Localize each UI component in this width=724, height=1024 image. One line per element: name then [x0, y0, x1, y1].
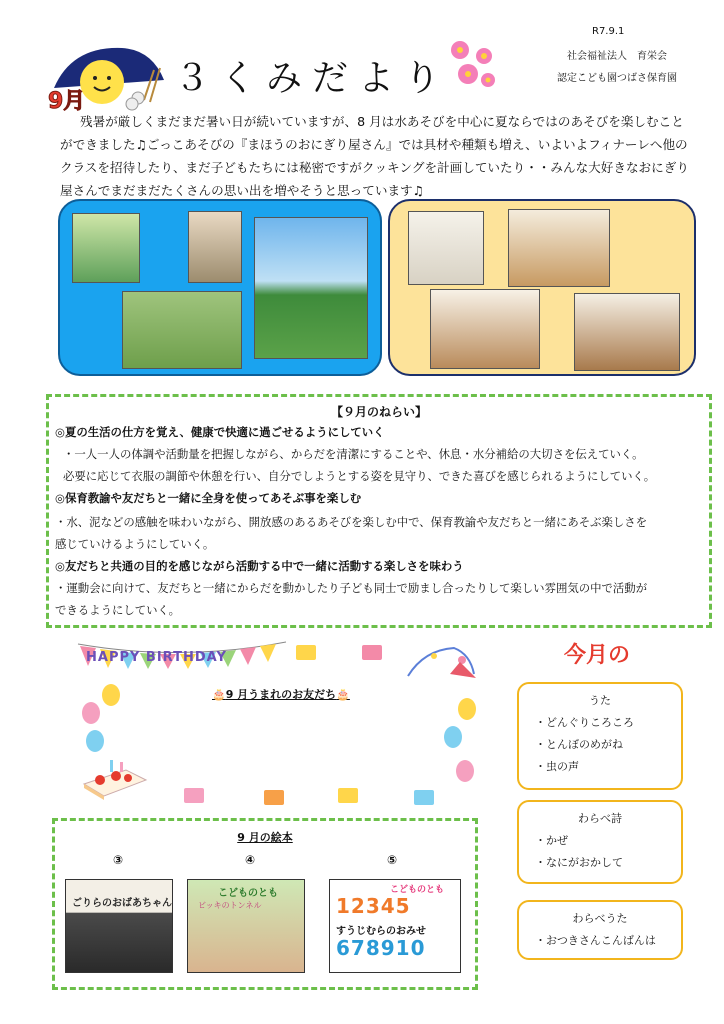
- balloon-icon: [458, 698, 476, 720]
- birthday-banner: [86, 650, 227, 665]
- photo-panel-water-play: [58, 199, 382, 376]
- song-item: ・とんぼのめがね: [535, 738, 623, 751]
- book-title: こどものとも: [218, 888, 278, 899]
- book-digits-bottom: 678910: [336, 936, 426, 960]
- songs-box: [517, 682, 683, 790]
- organization: [552, 46, 682, 90]
- this-month-heading: 今月の: [564, 643, 631, 668]
- balloon-icon: [456, 760, 474, 782]
- book-subtitle: ビッキのトンネル: [198, 901, 262, 910]
- aim-line: 感じていけるようにしていく。: [55, 537, 215, 551]
- monthly-aims-box: [46, 394, 712, 628]
- book-title: ごりらのおばあちゃん: [72, 898, 172, 909]
- gift-icon: [184, 788, 204, 803]
- aim-line: ・運動会に向けて、友だちと一緒にからだを動かしたり子ども同士で励まし合ったりして楽しい雰囲気の中で活動が: [55, 581, 648, 595]
- gift-icon: [296, 645, 316, 660]
- warabe-song-title: わらべうた: [572, 912, 628, 925]
- gift-icon: [362, 645, 382, 660]
- gift-icon: [414, 790, 434, 805]
- songs-title: うた: [589, 694, 611, 707]
- birthday-label-text: 9 月うまれのお友だち: [225, 688, 337, 701]
- aim-heading-1: ◎夏の生活の仕方を覚え、健康で快適に過ごせるようにしていく: [55, 425, 385, 439]
- aim-heading-2: ◎保育教諭や友だちと一緒に全身を使ってあそぶ事を楽しむ: [55, 491, 362, 505]
- warabe-poem-title: わらべ詩: [578, 812, 622, 825]
- org-line-2: 認定こども園つばさ保育園: [557, 73, 677, 84]
- picture-books-title: 9 月の絵本: [237, 831, 293, 844]
- book-cover-kodomo-no-tomo: [187, 879, 305, 973]
- month-badge: 9月: [48, 89, 86, 114]
- book-number: ④: [245, 853, 256, 867]
- page-title: ３くみだより: [174, 58, 451, 99]
- book-number: ③: [113, 853, 124, 867]
- gift-icon: [338, 788, 358, 803]
- aim-line: ・一人一人の体調や活動量を把握しながら、からだを清潔にすることや、休息・水分補給の大切さを伝えていく。: [63, 447, 644, 461]
- cosmos-flower-icon: [440, 34, 502, 96]
- photo-kids-eating: [430, 289, 540, 369]
- book-series: こどものとも: [390, 885, 445, 895]
- aim-line: 必要に応じて衣服の調節や休憩を行い、自分でしようとする姿を見守り、できた喜びを感じられるようにしていく。: [63, 469, 656, 483]
- photo-child-waving: [188, 211, 242, 283]
- picture-books-box: [52, 818, 478, 990]
- book-digits-top: 12345: [336, 894, 411, 918]
- warabe-song-box: [517, 900, 683, 960]
- gift-icon: [264, 790, 284, 805]
- balloon-icon: [86, 730, 104, 752]
- photo-onigiri-menu: [408, 211, 484, 285]
- aim-heading-3: ◎友だちと共通の目的を感じながら活動する中で一緒に活動する楽しさを味わう: [55, 559, 464, 573]
- poem-item: ・なにがおかして: [535, 856, 623, 869]
- balloon-icon: [82, 702, 100, 724]
- aim-line: ・水、泥などの感触を味わいながら、開放感のあるあそびを楽しむ中で、保育教諭や友だちと一緒にあそぶ楽しさを: [55, 515, 648, 529]
- song-item: ・虫の声: [535, 760, 579, 773]
- book-title: すうじむらのおみせ: [336, 926, 426, 937]
- balloon-icon: [444, 726, 462, 748]
- warabe-poem-box: [517, 800, 683, 884]
- photo-park-sky: [254, 217, 368, 359]
- book-number: ⑤: [387, 853, 398, 867]
- issue-date: R7.9.1: [592, 26, 625, 37]
- intro-text: 残暑が厳しくまだまだ暑い日が続いていますが、8 月は水あそびを中心に夏ならではのあそびを楽しむことができました♫ごっこあそびの『まほうのおにぎり屋さん』では具材や種類も増え、いよいよフィナーレへ他のクラスを招待したり、まだ子どもたちには秘密ですがクッキングを計画していたり・・みんな大好きなおにぎり屋さんでまだまだたくさんの思い出を増やそうと思っています♫: [60, 114, 689, 198]
- birthday-banner-text: HAPPY BIRTHDAY: [86, 650, 227, 665]
- aim-line: できるようにしていく。: [55, 603, 181, 617]
- party-popper-icon: [404, 640, 478, 680]
- photo-kids-at-table: [574, 293, 680, 371]
- org-line-1: 社会福祉法人 育栄会: [567, 51, 667, 62]
- birthday-cake-icon: [80, 758, 150, 802]
- photo-kids-in-pool: [72, 213, 140, 283]
- balloon-icon: [102, 684, 120, 706]
- book-cover-number-village: [329, 879, 461, 973]
- poem-item: ・かぜ: [535, 834, 568, 847]
- song-item: ・どんぐりころころ: [535, 716, 634, 729]
- photo-shop-counter: [508, 209, 610, 287]
- photo-panel-onigiri-shop: [388, 199, 696, 376]
- aims-title: 【９月のねらい】: [330, 405, 427, 419]
- birthday-label: 🎂9 月うまれのお友だち🎂: [212, 688, 350, 701]
- warabe-song-item: ・おつきさんこんばんは: [535, 934, 656, 947]
- photo-kids-running: [122, 291, 242, 369]
- book-cover-gorilla: [65, 879, 173, 973]
